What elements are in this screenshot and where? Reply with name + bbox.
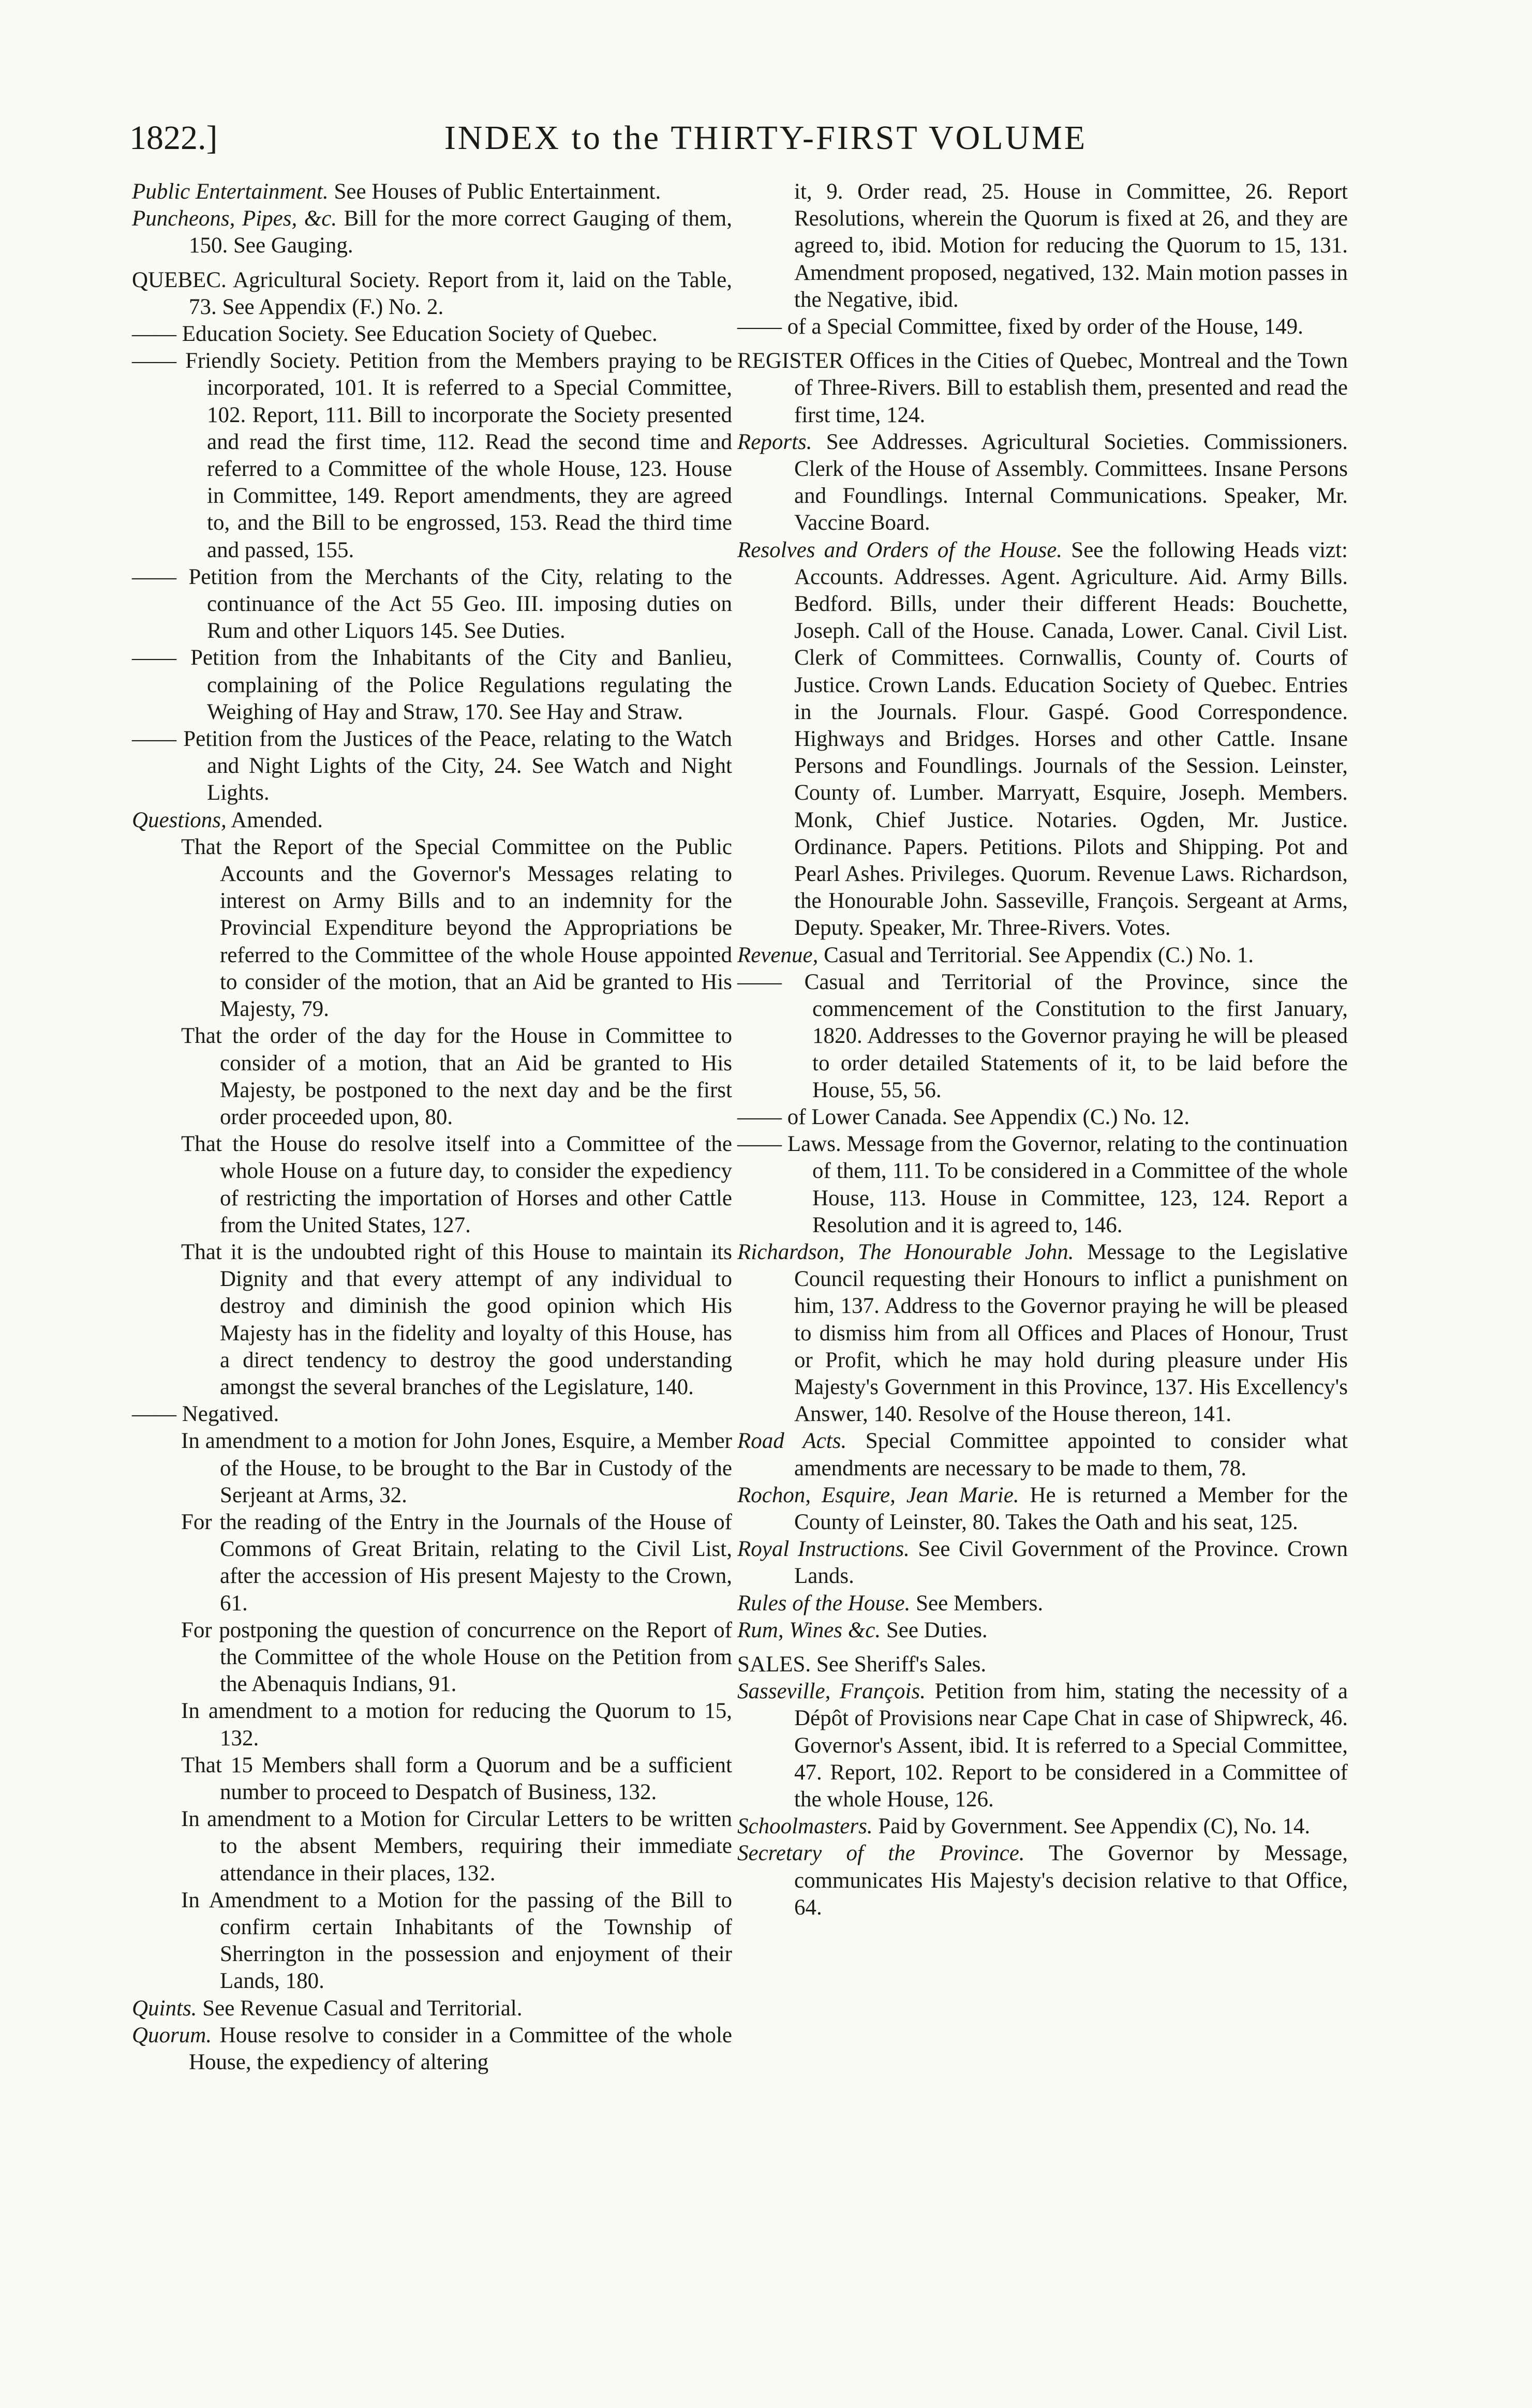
index-entry: QUEBEC. Agricultural Society. Report from it, laid on the Table, 73. See Appendix (F.) No. 2. (132, 267, 732, 319)
index-entry: In Amendment to a Motion for the passing of the Bill to confirm certain Inhabitants of the Township of Sherrington in the possession and enjoyment of their Lands, 180. (181, 1888, 732, 1994)
index-entry: Sasseville, François. Petition from him, stating the necessity of a Dépôt of Provisions near Cape Chat in case of Shipwreck, 46. Governor's Assent, ibid. It is referred to a Special Committee, 47. Report, 102. Report to be considered in a Committee of the whole House, 126. (737, 1679, 1348, 1812)
index-entry: Richardson, The Honourable John. Message to the Legislative Council requesting their Honours to inflict a punishment on him, 137. Address to the Governor praying he will be pleased to dismiss him from all Offices and Places of Honour, Trust or Profit, which he may hold during pleasure under His Majesty's Government in this Province, 137. His Excellency's Answer, 140. Resolve of the House thereon, 141. (737, 1239, 1348, 1427)
index-entry: REGISTER Offices in the Cities of Quebec, Montreal and the Town of Three-Rivers. Bill to establish them, presented and read the first time, 124. (737, 349, 1348, 427)
index-entry: —— Petition from the Merchants of the City, relating to the continuance of the Act 55 Geo. III. imposing duties on Rum and other Liquors 145. See Duties. (132, 564, 733, 644)
page-year: 1822.] (129, 119, 218, 157)
index-entry: Road Acts. Special Committee appointed to consider what amendments are necessary to be made to them, 78. (737, 1429, 1348, 1480)
index-entry: it, 9. Order read, 25. House in Committee, 26. Report Resolutions, wherein the Quorum is fixed at 26, and they are agreed to, ibid. Motion for reducing the Quorum to 15, 131. Amendment proposed, negatived, 132. Main motion passes in the Negative, ibid. (794, 180, 1348, 312)
index-entry: —— of a Special Committee, fixed by order of the House, 149. (737, 315, 1303, 339)
index-entry: Resolves and Orders of the House. See the following Heads vizt: Accounts. Addresses. Agent. Agriculture. Aid. Army Bills. Bedford. Bills, under their different Heads: Bouchette, Joseph. Call of the House. Canada, Lower. Canal. Civil List. Clerk of Committees. Cornwallis, County of. Courts of Justice. Crown Lands. Education Society of Quebec. Entries in the Journals. Flour. Gaspé. Good Correspondence. Highways and Bridges. Horses and other Cattle. Insane Persons and Foundlings. Journals of the Session. Leinster, County of. Lumber. Marryatt, Esquire, Joseph. Members. Monk, Chief Justice. Notaries. Ogden, Mr. Justice. Ordinance. Papers. Petitions. Pilots and Shipping. Pot and Pearl Ashes. Privileges. Quorum. Revenue Laws. Richardson, the Honourable John. Sasseville, François. Sergeant at Arms, Deputy. Speaker, Mr. Three-Rivers. Votes. (737, 537, 1348, 940)
index-entry: In amendment to a motion for reducing the Quorum to 15, 132. (181, 1699, 732, 1751)
index-entry: —— of Lower Canada. See Appendix (C.) No. 12. (737, 1104, 1190, 1129)
index-entry: Royal Instructions. See Civil Government of the Province. Crown Lands. (737, 1537, 1348, 1589)
index-entry: Quorum. House resolve to consider in a Committee of the whole House, the expediency of altering (132, 2023, 733, 2075)
index-entry: That the Report of the Special Committee on the Public Accounts and the Governor's Messages relating to interest on Army Bills and to an indemnity for the Provincial Expenditure beyond the Appropriations be referred to the Committee of the whole House appointed to consider of the motion, that an Aid be granted to His Majesty, 79. (181, 834, 732, 1022)
index-entry: Schoolmasters. Paid by Government. See Appendix (C), No. 14. (737, 1814, 1311, 1839)
page-title: INDEX to the THIRTY-FIRST VOLUME (444, 119, 1088, 157)
index-entry: That it is the undoubted right of this House to maintain its Dignity and that every attempt of any individual to destroy and diminish the good opinion which His Majesty has in the fidelity and loyalty of this House, has a direct tendency to destroy the good understanding amongst the several branches of the Legislature, 140. (181, 1239, 732, 1399)
index-entry: That 15 Members shall form a Quorum and be a sufficient number to proceed to Despatch of Business, 132. (181, 1753, 732, 1804)
index-entry: Secretary of the Province. The Governor by Message, communicates His Majesty's decision relative to that Office, 64. (737, 1841, 1348, 1920)
index-entry: Puncheons, Pipes, &c. Bill for the more correct Gauging of them, 150. See Gauging. (132, 206, 732, 258)
index-entry: Rochon, Esquire, Jean Marie. He is returned a Member for the County of Leinster, 80. Takes the Oath and his seat, 125. (737, 1483, 1348, 1534)
page-header (129, 115, 1402, 161)
index-entry: For postponing the question of concurrence on the Report of the Committee of the whole House on the Petition from the Abenaquis Indians, 91. (181, 1618, 732, 1697)
index-entry: Reports. See Addresses. Agricultural Societies. Commissioners. Clerk of the House of Assembly. Committees. Insane Persons and Foundlings. Internal Communications. Speaker, Mr. Vaccine Board. (737, 429, 1348, 535)
index-entry: —— Education Society. See Education Society of Quebec. (132, 322, 658, 347)
index-entry: Revenue, Casual and Territorial. See Appendix (C.) No. 1. (737, 943, 1254, 967)
index-entry: Questions, Amended. (132, 807, 323, 832)
index-entry: That the order of the day for the House in Committee to consider of a motion, that an Aid be granted to His Majesty, be postponed to the next day and be the first order proceeded upon, 80. (181, 1024, 732, 1129)
index-entry: In amendment to a Motion for Circular Letters to be written to the absent Members, requiring their immediate attendance in their places, 132. (181, 1807, 732, 1886)
index-entry: For the reading of the Entry in the Journals of the House of Commons of Great Britain, relating to the Civil List, after the accession of His present Majesty to the Crown, 61. (181, 1509, 732, 1616)
index-entry: —— Casual and Territorial of the Province, since the commencement of the Constitution to the first January, 1820. Addresses to the Governor praying he will be pleased to order detailed Statements of it, to be laid before the House, 55, 56. (737, 969, 1348, 1102)
index-entry: —— Laws. Message from the Governor, relating to the continuation of them, 111. To be considered in a Committee of the whole House, 113. House in Committee, 123, 124. Report a Resolution and it is agreed to, 146. (737, 1132, 1348, 1237)
right-column (737, 178, 1348, 1921)
index-entry: —— Friendly Society. Petition from the Members praying to be incorporated, 101. It is referred to a Special Committee, 102. Report, 111. Bill to incorporate the Society presented and read the first time, 112. Read the second time and referred to a Committee of the whole House, 123. House in Committee, 149. Report amendments, they are agreed to, and the Bill to be engrossed, 153. Read the third time and passed, 155. (132, 349, 733, 562)
index-entry: —— Petition from the Inhabitants of the City and Banlieu, complaining of the Police Regulations regulating the Weighing of Hay and Straw, 170. See Hay and Straw. (132, 646, 733, 724)
index-entry: Quints. See Revenue Casual and Territorial. (132, 1996, 523, 2021)
index-entry: That the House do resolve itself into a Committee of the whole House on a future day, to consider the expediency of restricting the importation of Horses and other Cattle from the United States, 127. (181, 1132, 732, 1237)
index-entry: —— Petition from the Justices of the Peace, relating to the Watch and Night Lights of the City, 24. See Watch and Night Lights. (132, 727, 733, 805)
index-entry: SALES. See Sheriff's Sales. (737, 1652, 987, 1677)
index-entry: —— Negatived. (132, 1402, 279, 1427)
index-entry: Rules of the House. See Members. (737, 1591, 1044, 1616)
left-column (132, 178, 732, 2076)
index-entry: Rum, Wines &c. See Duties. (737, 1618, 988, 1642)
index-entry: In amendment to a motion for John Jones, Esquire, a Member of the House, to be brought to the Bar in Custody of the Serjeant at Arms, 32. (181, 1429, 732, 1507)
index-entry: Public Entertainment. See Houses of Public Entertainment. (132, 180, 661, 204)
